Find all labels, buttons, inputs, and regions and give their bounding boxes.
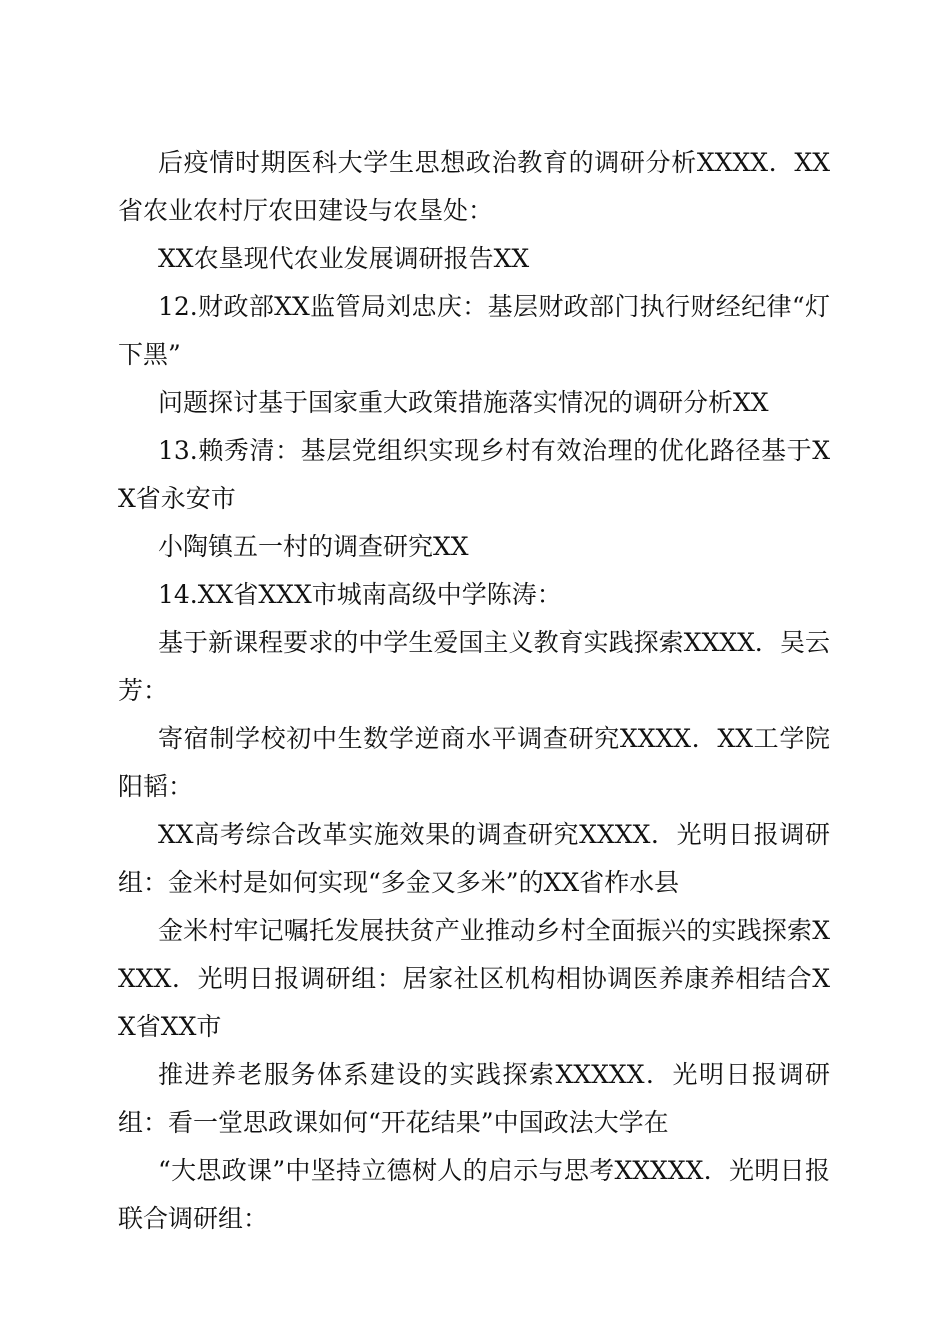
paragraph-8: 基于新课程要求的中学生爱国主义教育实践探索XXXX．吴云芳： [118,628,830,705]
paragraph-2: XX农垦现代农业发展调研报告XX [158,244,530,273]
paragraph-5: 13.赖秀清：基层党组织实现乡村有效治理的优化路径基于XX省永安市 [118,436,830,513]
paragraph-6: 小陶镇五一村的调查研究XX [158,532,469,561]
paragraph-9: 寄宿制学校初中生数学逆商水平调查研究XXXX．XX工学院阳韬： [118,724,830,801]
document-body [118,139,830,1243]
paragraph-13: “大思政课”中坚持立德树人的启示与思考XXXXX．光明日报联合调研组： [118,1156,830,1233]
paragraph-12: 推进养老服务体系建设的实践探索XXXXX．光明日报调研组：看一堂思政课如何“开花结果”中国政法大学在 [118,1060,830,1137]
paragraph-7: 14.XX省XXX市城南高级中学陈涛： [158,580,562,609]
paragraph-4: 问题探讨基于国家重大政策措施落实情况的调研分析XX [158,388,769,417]
paragraph-10: XX高考综合改革实施效果的调查研究XXXX．光明日报调研组：金米村是如何实现“多金又多米”的XX省柞水县 [118,820,830,897]
paragraph-1: 后疫情时期医科大学生思想政治教育的调研分析XXXX．XX省农业农村厅农田建设与农垦处： [118,148,830,225]
paragraph-11: 金米村牢记嘱托发展扶贫产业推动乡村全面振兴的实践探索XXXX．光明日报调研组：居家社区机构相协调医养康养相结合XX省XX市 [118,916,830,1041]
paragraph-3: 12.财政部XX监管局刘忠庆：基层财政部门执行财经纪律“灯下黑” [118,292,830,369]
